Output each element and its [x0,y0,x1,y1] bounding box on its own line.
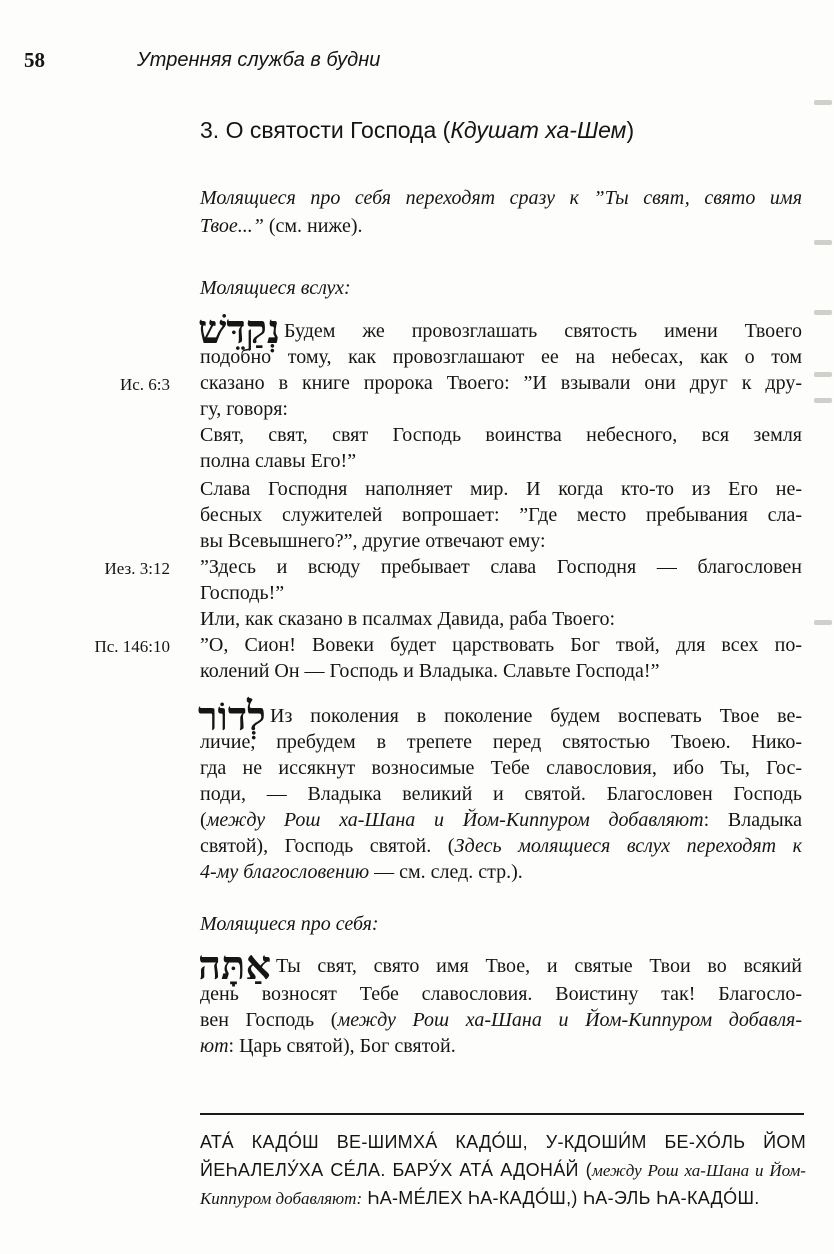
hebrew-initial-ata: אַתָּה [198,942,272,989]
para2-line-6-plain: святой), Господь святой. ( [200,835,455,857]
para3-line-3 [200,1007,802,1033]
margin-ref-ezekiel: Иез. 3:12 [104,559,170,578]
para1-line-9: вы Всевышнего?”, другие отвечают ему: [200,530,546,552]
para1-line-14: колений Он — Господь и Владыка. Славьте Господа!” [200,660,660,682]
intro-line-2 [200,213,802,239]
running-title: Утренняя служба в будни [137,49,381,71]
show-through-mark [814,310,832,315]
section-title [200,117,634,144]
show-through-mark [814,372,832,377]
para2-line-4: поди, — Владыка великий и святой. Благословен Господь [200,783,802,805]
para3-line-2: день возносят Тебе славословия. Воистину так! Благосло- [200,983,802,1005]
para3-line-1: Ты свят, свято имя Твое, и святые Твои во всякий [276,955,802,977]
translit-line-1: АТА́ КАДО́Ш ВЕ-ШИМХА́ КАДО́Ш, У-КДОШИ́М БЕ-ХО́ЛЬ ЙОМ [200,1132,806,1152]
translit-line-3-plain: ҺА-МЕ́ЛЕХ ҺА-КАДО́Ш,) ҺА-ЭЛЬ ҺА-КАДО́Ш. [362,1188,760,1208]
silent-label: Молящиеся про себя: [200,913,379,935]
translit-line-2-plain: ЙЕҺАЛЕЛУ́ХА СЕ́ЛА. БАРУ́Х АТА́ АДОНА́Й ( [200,1160,592,1180]
para1-line-6: полна славы Его!” [200,450,357,472]
divider-rule [200,1113,804,1115]
show-through-mark [814,398,832,403]
translit-line-2-italic: между Рош ха-Шана и Йом- [591,1161,806,1180]
para1-line-13: ”О, Сион! Вовеки будет царствовать Бог твой, для всех по- [200,634,802,656]
para1-line-10: ”Здесь и всюду пребывает слава Господня — благословен [200,556,802,578]
para1-line-7: Слава Господня наполняет мир. И когда кто-то из Его не- [200,478,802,500]
para1-line-2: подобно тому, как провозглашают ее на небесах, как о том [200,346,802,368]
hebrew-initial-nekadesh: נְקַדֵּשׁ [198,306,280,353]
para2-line-5-italic: между Рош ха-Шана и Йом-Киппуром добавляют [206,809,704,831]
translit-line-2 [200,1156,806,1185]
para3-line-4 [200,1033,802,1059]
para3-line-3-italic: между Рош ха-Шана и Йом-Киппуром добавля- [337,1009,802,1031]
para2-line-5 [200,807,802,833]
para3-line-4-italic: ют [200,1035,229,1057]
para2-line-2: личие, пребудем в трепете перед святостью Твоею. Нико- [200,731,802,753]
margin-ref-psalm: Пс. 146:10 [94,637,170,656]
intro-line-2-plain: (см. ниже). [263,215,363,237]
show-through-marks [808,80,834,700]
para2-line-3: гда не иссякнут возносимые Тебе славословия, ибо Ты, Гос- [200,757,802,779]
para1-line-3: сказано в книге пророка Твоего: ”И взывали они друг к дру- [200,372,802,394]
intro-line-2-italic: Твое...” [200,215,264,237]
para2-line-7-plain: — см. след. стр.). [369,861,523,883]
show-through-mark [814,240,832,245]
para1-line-1: Будем же провозглашать святость имени Твоего [284,320,802,342]
section-title-italic: Кдушат ха-Шем [450,117,627,143]
intro-line-1: Молящиеся про себя переходят сразу к ”Ты свят, свято имя [200,187,802,209]
show-through-mark [814,100,832,105]
para1-line-12: Или, как сказано в псалмах Давида, раба Твоего: [200,608,616,630]
para1-line-4: гу, говоря: [200,398,288,420]
para2-line-7-italic: 4-му благословению [200,861,370,883]
translit-line-3 [200,1184,806,1213]
para2-line-5-open: ( [200,809,207,831]
margin-ref-isaiah: Ис. 6:3 [119,375,170,394]
para3-line-3-plain: вен Господь ( [200,1009,338,1031]
para2-line-6 [200,833,802,859]
para1-line-11: Господь!” [200,582,285,604]
para1-line-8: бесных служителей вопрошает: ”Где место пребывания сла- [200,504,802,526]
para2-line-1: Из поколения в поколение будем воспевать Твое ве- [270,705,802,727]
page-number: 58 [24,48,45,72]
para1-line-5: Свят, свят, свят Господь воинства небесного, вся земля [200,424,802,446]
section-title-plain: 3. О святости Господа ( [200,117,451,143]
section-title-close: ) [626,117,635,143]
show-through-mark [814,620,832,625]
hebrew-initial-ledor: לְדוֹר [198,693,266,740]
para2-line-5-plain: : Владыка [703,809,802,831]
translit-line-3-italic: Киппуром добавляют: [200,1189,363,1208]
para2-line-6-italic: Здесь молящиеся вслух переходят к [454,835,802,857]
aloud-label: Молящиеся вслух: [200,277,351,299]
para3-line-4-plain: : Царь святой), Бог святой. [228,1035,456,1057]
para2-line-7 [200,859,802,885]
